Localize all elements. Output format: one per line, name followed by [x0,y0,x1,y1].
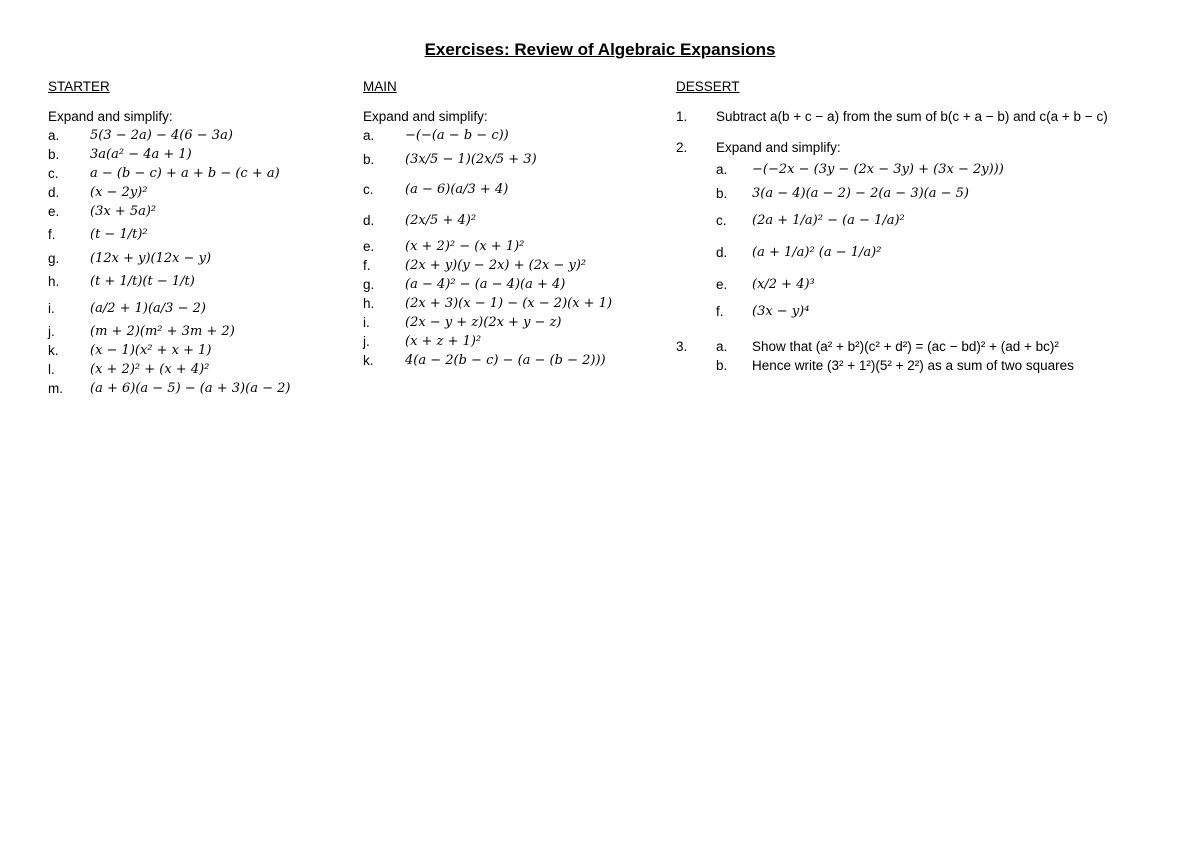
starter-item-m: m. (a + 6)(a − 5) − (a + 3)(a − 2) [48,381,291,396]
starter-item-j: j. (m + 2)(m² + 3m + 2) [48,324,235,339]
main-item-k: k. 4(a − 2(b − c) − (a − (b − 2))) [363,353,606,368]
question-3b-text: Hence write (3² + 1²)(5² + 2²) as a sum of two squares [752,358,1074,373]
question-1-text: Subtract a(b + c − a) from the sum of b(c + a − b) and c(a + b − c) [716,109,1108,124]
starter-item-l: l. (x + 2)² + (x + 4)² [48,362,210,377]
dessert-question-3b: b. Hence write (3² + 1²)(5² + 2²) as a sum of two squares [716,358,1074,373]
starter-item-g: g. (12x + y)(12x − y) [48,251,212,266]
dessert-column [676,77,1176,375]
dessert-question-1: 1. Subtract a(b + c − a) from the sum of b(c + a − b) and c(a + b − c) [676,109,1108,124]
dessert-question-2: 2. Expand and simplify: [676,140,841,155]
dessert-question-3a: 3. a. Show that (a² + b²)(c² + d²) = (ac − bd)² + (ad + bc)² [676,339,1059,354]
main-item-g: g. (a − 4)² − (a − 4)(a + 4) [363,277,566,292]
main-item-b: b. (3x/5 − 1)(2x/5 + 3) [363,152,537,167]
main-item-d: d. (2x/5 + 4)² [363,213,477,228]
starter-item-d: d. (x − 2y)² [48,185,148,200]
main-item-e: e. (x + 2)² − (x + 1)² [363,239,525,254]
starter-item-h: h. (t + 1/t)(t − 1/t) [48,274,195,289]
starter-item-c: c. a − (b − c) + a + b − (c + a) [48,166,280,181]
main-item-a: a. −(−(a − b − c)) [363,128,509,143]
main-item-h: h. (2x + 3)(x − 1) − (x − 2)(x + 1) [363,296,613,311]
main-heading: MAIN [363,79,397,94]
starter-heading: STARTER [48,79,110,94]
dessert-q2-item-b: b. 3(a − 4)(a − 2) − 2(a − 3)(a − 5) [716,186,969,201]
main-column [363,77,663,370]
dessert-q2-item-d: d. (a + 1/a)² (a − 1/a)² [716,245,882,260]
main-item-f: f. (2x + y)(y − 2x) + (2x − y)² [363,258,587,273]
starter-item-a: a. 5(3 − 2a) − 4(6 − 3a) [48,128,233,143]
starter-item-b: b. 3a(a² − 4a + 1) [48,147,192,162]
starter-item-f: f. (t − 1/t)² [48,227,148,242]
main-item-i: i. (2x − y + z)(2x + y − z) [363,315,562,330]
question-3a-text: Show that (a² + b²)(c² + d²) = (ac − bd)² + (ad + bc)² [752,339,1059,354]
page-title: Exercises: Review of Algebraic Expansions [424,40,776,59]
dessert-q2-item-e: e. (x/2 + 4)³ [716,277,815,292]
starter-item-k: k. (x − 1)(x² + x + 1) [48,343,212,358]
question-2-intro: Expand and simplify: [716,140,841,155]
main-item-c: c. (a − 6)(a/3 + 4) [363,182,509,197]
dessert-heading: DESSERT [676,79,740,94]
starter-item-i: i. (a/2 + 1)(a/3 − 2) [48,301,206,316]
dessert-q2-item-f: f. (3x − y)⁴ [716,304,810,319]
starter-intro: Expand and simplify: [48,109,173,124]
starter-column [48,77,348,398]
main-intro: Expand and simplify: [363,109,488,124]
starter-item-e: e. (3x + 5a)² [48,204,157,219]
dessert-q2-item-c: c. (2a + 1/a)² − (a − 1/a)² [716,213,905,228]
dessert-q2-item-a: a. −(−2x − (3y − (2x − 3y) + (3x − 2y))) [716,162,1004,177]
main-item-j: j. (x + z + 1)² [363,334,482,349]
